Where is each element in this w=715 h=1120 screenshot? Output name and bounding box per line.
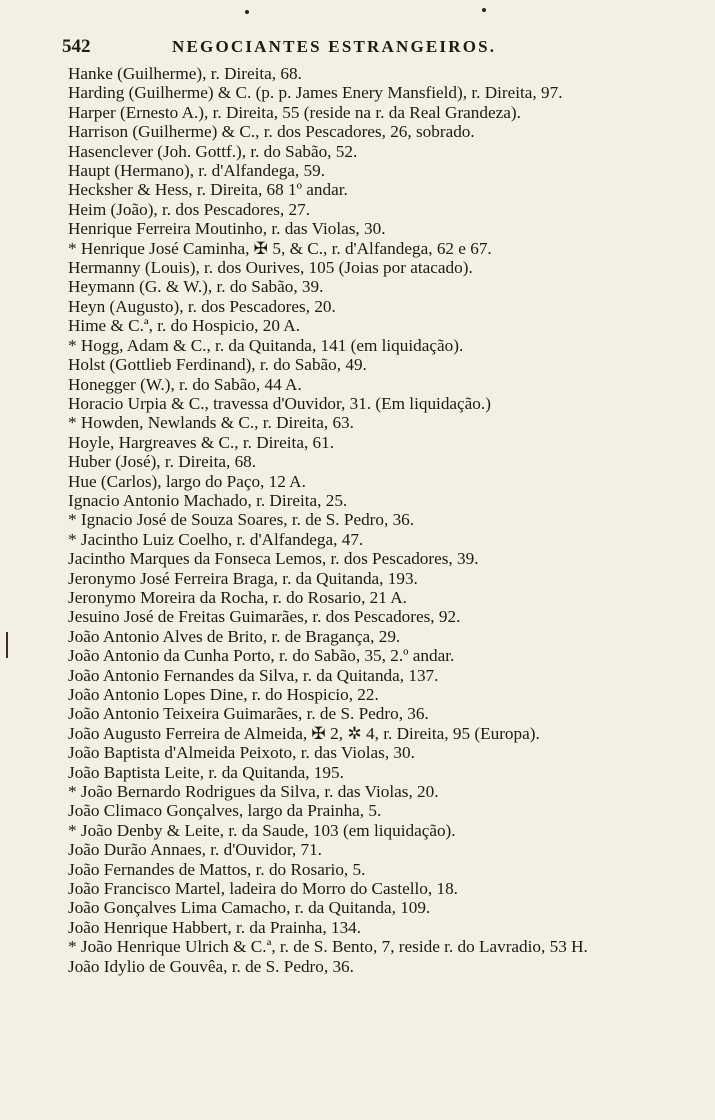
directory-entry: João Antonio Alves de Brito, r. de Bragança, 29. [68, 626, 401, 646]
running-title: NEGOCIANTES ESTRANGEIROS. [172, 37, 497, 56]
directory-entry: João Augusto Ferreira de Almeida, ✠ 2, ✲ 4, r. Direita, 95 (Europa). [68, 723, 540, 743]
directory-entry: Hecksher & Hess, r. Direita, 68 1º andar. [68, 180, 348, 200]
ink-speck [482, 8, 486, 12]
directory-entry: João Climaco Gonçalves, largo da Prainha, 5. [68, 801, 382, 821]
directory-entry: * João Bernardo Rodrigues da Silva, r. das Violas, 20. [68, 782, 439, 802]
directory-entry: Heymann (G. & W.), r. do Sabão, 39. [68, 277, 324, 297]
directory-entry: Hermanny (Louis), r. dos Ourives, 105 (Joias por atacado). [68, 258, 473, 278]
directory-entry: João Francisco Martel, ladeira do Morro do Castello, 18. [68, 879, 458, 899]
directory-entry: Heyn (Augusto), r. dos Pescadores, 20. [68, 296, 336, 316]
directory-entry: * Jacintho Luiz Coelho, r. d'Alfandega, 47. [68, 529, 364, 549]
directory-entry: João Durão Annaes, r. d'Ouvidor, 71. [68, 840, 322, 860]
directory-entry: * Ignacio José de Souza Soares, r. de S. Pedro, 36. [68, 510, 415, 530]
page-number: 542 [62, 36, 91, 57]
directory-entry: Harper (Ernesto A.), r. Direita, 55 (reside na r. da Real Grandeza). [68, 102, 521, 122]
directory-entry: Haupt (Hermano), r. d'Alfandega, 59. [68, 161, 326, 181]
directory-entry: Jeronymo Moreira da Rocha, r. do Rosario, 21 A. [68, 587, 407, 607]
directory-entry: Harrison (Guilherme) & C., r. dos Pescadores, 26, sobrado. [68, 122, 475, 142]
directory-entry: * Howden, Newlands & C., r. Direita, 63. [68, 413, 354, 433]
directory-entry: João Henrique Habbert, r. da Prainha, 134. [68, 917, 362, 937]
directory-entry: João Baptista Leite, r. da Quitanda, 195. [68, 762, 344, 782]
directory-entry: Hue (Carlos), largo do Paço, 12 A. [68, 471, 306, 491]
directory-entry: João Antonio Fernandes da Silva, r. da Quitanda, 137. [68, 665, 439, 685]
directory-entry: * Henrique José Caminha, ✠ 5, & C., r. d'Alfandega, 62 e 67. [68, 238, 492, 258]
directory-entry: João Baptista d'Almeida Peixoto, r. das Violas, 30. [68, 743, 415, 763]
directory-entry: João Fernandes de Mattos, r. do Rosario, 5. [68, 859, 366, 879]
directory-entry: Heim (João), r. dos Pescadores, 27. [68, 199, 311, 219]
directory-entry: * Hogg, Adam & C., r. da Quitanda, 141 (em liquidação). [68, 335, 464, 355]
directory-entry: * João Henrique Ulrich & C.ª, r. de S. Bento, 7, reside r. do Lavradio, 53 H. [68, 937, 588, 957]
directory-entry: João Gonçalves Lima Camacho, r. da Quitanda, 109. [68, 898, 431, 918]
directory-entry: João Antonio Teixeira Guimarães, r. de S. Pedro, 36. [68, 704, 429, 724]
directory-entry: Honegger (W.), r. do Sabão, 44 A. [68, 374, 302, 394]
page-header [62, 36, 662, 62]
directory-list [68, 64, 678, 976]
directory-entry: Huber (José), r. Direita, 68. [68, 452, 257, 472]
directory-entry: Jeronymo José Ferreira Braga, r. da Quitanda, 193. [68, 568, 418, 588]
ink-speck [245, 10, 249, 14]
directory-entry: Holst (Gottlieb Ferdinand), r. do Sabão, 49. [68, 355, 367, 375]
directory-entry: Hanke (Guilherme), r. Direita, 68. [68, 64, 302, 83]
directory-entry: João Antonio da Cunha Porto, r. do Sabão, 35, 2.º andar. [68, 646, 455, 666]
directory-entry: Henrique Ferreira Moutinho, r. das Violas, 30. [68, 219, 386, 239]
directory-entry: * João Denby & Leite, r. da Saude, 103 (em liquidação). [68, 820, 456, 840]
directory-entry: João Idylio de Gouvêa, r. de S. Pedro, 36. [68, 956, 354, 976]
directory-entry: Hime & C.ª, r. do Hospicio, 20 A. [68, 316, 300, 336]
directory-entry: João Antonio Lopes Dine, r. do Hospicio, 22. [68, 685, 379, 704]
directory-entry: Jacintho Marques da Fonseca Lemos, r. dos Pescadores, 39. [68, 549, 479, 569]
directory-entry: Hasenclever (Joh. Gottf.), r. do Sabão, 52. [68, 141, 358, 161]
directory-entry: Ignacio Antonio Machado, r. Direita, 25. [68, 490, 348, 510]
directory-entry: Harding (Guilherme) & C. (p. p. James Enery Mansfield), r. Direita, 97. [68, 83, 563, 103]
directory-entry: Hoyle, Hargreaves & C., r. Direita, 61. [68, 432, 335, 452]
margin-mark [6, 632, 8, 658]
directory-entry: Horacio Urpia & C., travessa d'Ouvidor, 31. (Em liquidação.) [68, 393, 491, 413]
directory-entry: Jesuino José de Freitas Guimarães, r. dos Pescadores, 92. [68, 607, 461, 627]
